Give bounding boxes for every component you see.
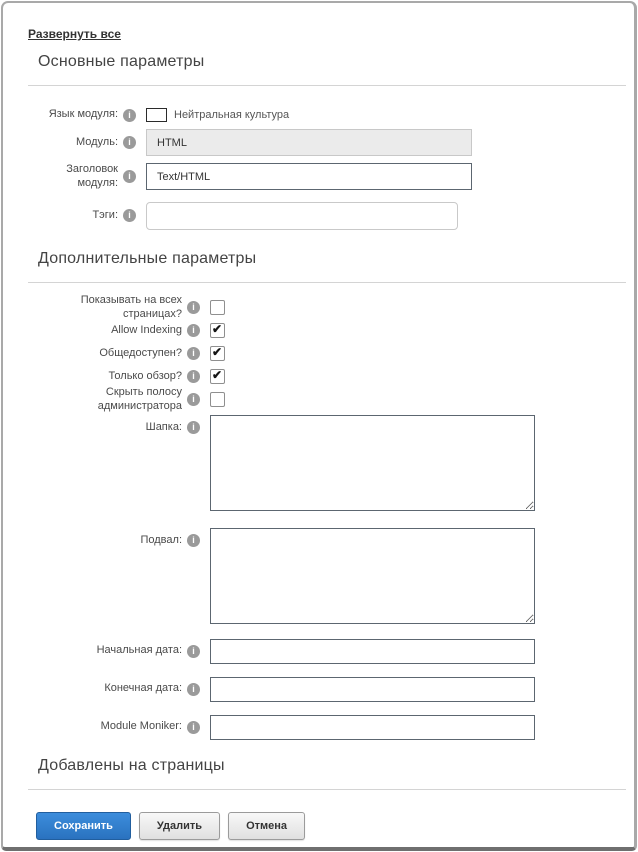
info-icon[interactable]: i: [187, 645, 200, 658]
action-buttons: [36, 812, 626, 840]
info-icon[interactable]: i: [187, 324, 200, 337]
advanced-section-title: Дополнительные параметры: [38, 249, 257, 267]
module-moniker-label: Module Moniker:: [100, 720, 182, 733]
start-date-row: [28, 639, 626, 664]
footer-label: Подвал:: [140, 533, 182, 546]
module-title-row: [28, 163, 626, 191]
tags-row: [28, 202, 626, 230]
info-icon[interactable]: i: [187, 393, 200, 406]
module-row: [28, 129, 626, 156]
hide-admin-border-label: Скрыть полосу администратора: [97, 385, 182, 412]
culture-name-label: Нейтральная культура: [174, 109, 290, 121]
allow-indexing-checkbox[interactable]: [210, 323, 225, 338]
footer-row: [28, 528, 626, 624]
info-icon[interactable]: i: [187, 301, 200, 314]
module-title-input[interactable]: [146, 163, 472, 190]
view-only-row: [28, 369, 626, 385]
show-on-all-pages-row: [28, 293, 626, 320]
module-title-label: Заголовок модуля:: [66, 163, 118, 189]
settings-window: [1, 1, 637, 851]
show-on-all-pages-checkbox[interactable]: [210, 300, 225, 315]
info-icon[interactable]: i: [187, 421, 200, 434]
header-row: [28, 415, 626, 511]
end-date-label: Конечная дата:: [104, 682, 182, 695]
public-row: [28, 346, 626, 362]
delete-button[interactable]: Удалить: [139, 812, 220, 840]
header-textarea[interactable]: [210, 415, 535, 511]
hide-admin-border-row: [28, 385, 626, 412]
view-only-label: Только обзор?: [108, 369, 182, 382]
info-icon[interactable]: i: [187, 721, 200, 734]
allow-indexing-row: [28, 323, 626, 339]
show-on-all-pages-label: Показывать на всех страницах?: [80, 293, 182, 320]
info-icon[interactable]: i: [123, 136, 136, 149]
save-button[interactable]: Сохранить: [36, 812, 131, 840]
view-only-checkbox[interactable]: [210, 369, 225, 384]
end-date-input[interactable]: [210, 677, 535, 702]
module-moniker-input[interactable]: [210, 715, 535, 740]
info-icon[interactable]: i: [187, 370, 200, 383]
info-icon[interactable]: i: [187, 683, 200, 696]
module-input: [146, 129, 472, 156]
info-icon[interactable]: i: [123, 109, 136, 122]
info-icon[interactable]: i: [187, 534, 200, 547]
basic-section-title: Основные параметры: [38, 53, 205, 70]
tags-label: Тэги:: [92, 208, 118, 221]
hide-admin-border-checkbox[interactable]: [210, 392, 225, 407]
start-date-label: Начальная дата:: [96, 644, 182, 657]
cancel-button[interactable]: Отмена: [228, 812, 305, 840]
public-label: Общедоступен?: [99, 346, 182, 359]
expand-all-link[interactable]: Развернуть все: [28, 27, 121, 41]
module-language-row: [28, 108, 626, 122]
info-icon[interactable]: i: [123, 170, 136, 183]
neutral-culture-flag: [146, 108, 167, 122]
module-label: Модуль:: [75, 135, 118, 148]
footer-textarea[interactable]: [210, 528, 535, 624]
pages-section-title: Добавлены на страницы: [38, 756, 225, 774]
end-date-row: [28, 677, 626, 702]
header-label: Шапка:: [145, 420, 182, 433]
module-language-label: Язык модуля:: [48, 108, 118, 121]
tags-input[interactable]: [146, 202, 458, 230]
allow-indexing-label: Allow Indexing: [111, 323, 182, 336]
start-date-input[interactable]: [210, 639, 535, 664]
section-divider: [28, 789, 626, 790]
public-checkbox[interactable]: [210, 346, 225, 361]
module-moniker-row: [28, 715, 626, 740]
info-icon[interactable]: i: [187, 347, 200, 360]
info-icon[interactable]: i: [123, 209, 136, 222]
